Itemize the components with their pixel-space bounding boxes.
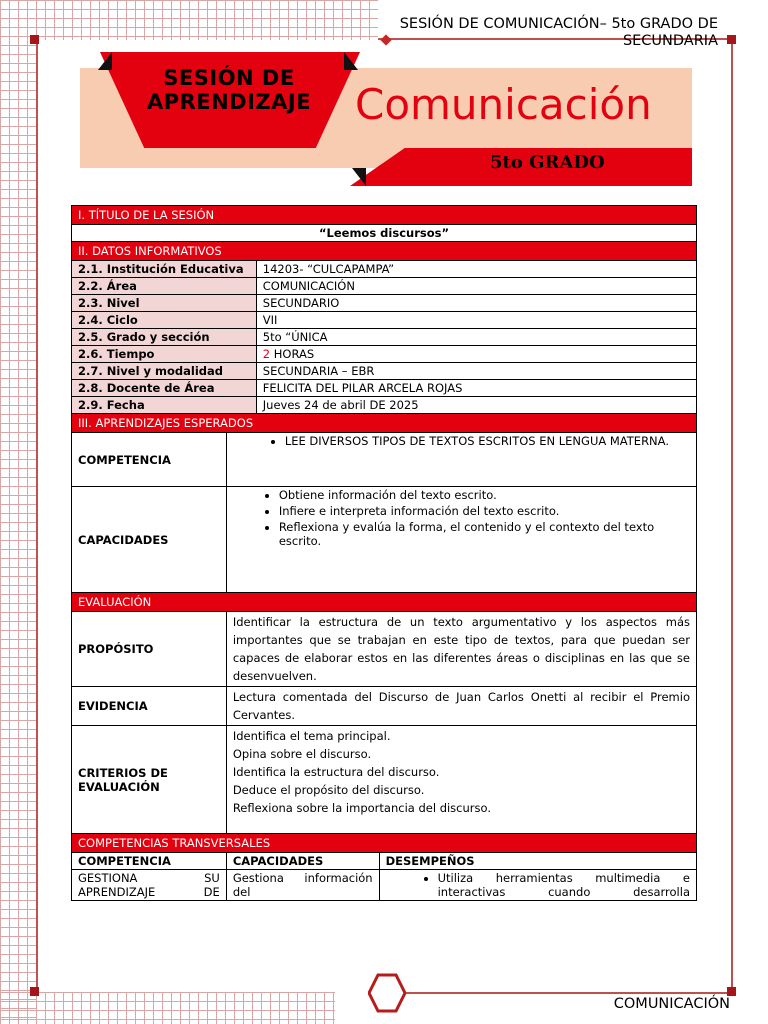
- page-footer: COMUNICACIÓN: [613, 996, 730, 1012]
- col-capacidades: CAPACIDADES: [226, 853, 379, 870]
- proposito-label: PROPÓSITO: [72, 612, 227, 687]
- session-table: [71, 205, 697, 901]
- grade-bar-fold: [352, 168, 366, 186]
- grid-pattern-left: [0, 0, 36, 1024]
- evidencia-text: Lectura comentada del Discurso de Juan Carlos Onetti al recibir el Premio Cervantes.: [226, 687, 696, 726]
- grade-label: 5to GRADO: [490, 152, 605, 173]
- transversales-header-row: [72, 853, 697, 870]
- datos-row: [72, 295, 697, 312]
- datos-row: [72, 380, 697, 397]
- frame-corner-marker: [30, 35, 39, 44]
- capacidades-row: [72, 487, 697, 593]
- datos-row: [72, 312, 697, 329]
- datos-label: 2.8. Docente de Área: [72, 380, 257, 397]
- col-desempenos: DESEMPEÑOS: [379, 853, 696, 870]
- section-aprendizajes-header: III. APRENDIZAJES ESPERADOS: [72, 414, 697, 433]
- section-header-row: [72, 834, 697, 853]
- banner-title-line1: SESIÓN DE: [163, 66, 295, 90]
- capacidad-item: • Reflexiona y evalúa la forma, el contenido y el contexto del texto escrito.: [279, 520, 690, 548]
- datos-value: FELICITA DEL PILAR ARCELA ROJAS: [256, 380, 696, 397]
- datos-value: 5to “ÚNICA: [256, 329, 696, 346]
- datos-value: VII: [256, 312, 696, 329]
- hexagon-ornament: [368, 973, 406, 1013]
- criterio-item: Identifica el tema principal.: [232, 729, 391, 743]
- banner-subject: Comunicación: [355, 80, 652, 129]
- banner-title-line2: APRENDIZAJE: [146, 90, 312, 114]
- criterios-label-line1: CRITERIOS DE: [78, 765, 168, 780]
- banner-title: [118, 66, 340, 114]
- transversal-capacidad: Gestiona información del: [226, 870, 379, 901]
- frame-corner-marker: [30, 987, 39, 996]
- criterios-label-line2: EVALUACIÓN: [78, 779, 160, 794]
- section-evaluacion-header: EVALUACIÓN: [72, 593, 697, 612]
- time-number: 2: [262, 347, 271, 361]
- datos-label: 2.1. Institución Educativa: [72, 261, 257, 278]
- section-header-row: [72, 593, 697, 612]
- datos-label: 2.5. Grado y sección: [72, 329, 257, 346]
- section-datos-header: II. DATOS INFORMATIVOS: [72, 242, 697, 261]
- criterio-item: Deduce el propósito del discurso.: [232, 783, 425, 797]
- datos-value: Jueves 24 de abril DE 2025: [256, 397, 696, 414]
- datos-row: [72, 363, 697, 380]
- col-competencia: COMPETENCIA: [72, 853, 227, 870]
- section-header-row: [72, 242, 697, 261]
- proposito-row: [72, 612, 697, 687]
- datos-value: SECUNDARIA – EBR: [256, 363, 696, 380]
- datos-row: [72, 346, 697, 363]
- proposito-text: Identificar la estructura de un texto argumentativo y los aspectos más importantes que se trabajan en este tipo de textos, para que puedan ser capaces de elaborar estos en las diferentes áreas o disciplinas en las que se desenvuelven.: [226, 612, 696, 687]
- criterios-row: [72, 726, 697, 834]
- frame-corner-marker: [727, 35, 736, 44]
- datos-value: 14203- “CULCAPAMPA”: [256, 261, 696, 278]
- datos-label: 2.9. Fecha: [72, 397, 257, 414]
- banner-fold-left: [98, 52, 112, 70]
- transversal-desempeno: • Utiliza herramientas multimedia e interactivas cuando desarrolla: [438, 871, 690, 899]
- frame-corner-marker: [727, 987, 736, 996]
- competencia-label: COMPETENCIA: [72, 433, 227, 487]
- datos-value: COMUNICACIÓN: [256, 278, 696, 295]
- competencia-item: • LEE DIVERSOS TIPOS DE TEXTOS ESCRITOS EN LENGUA MATERNA.: [285, 434, 690, 448]
- banner-fold-right: [344, 52, 358, 70]
- time-unit: HORAS: [273, 347, 315, 361]
- title-row: [72, 225, 697, 242]
- datos-value: SECUNDARIO: [256, 295, 696, 312]
- frame-line-left: [36, 40, 38, 992]
- datos-row: [72, 329, 697, 346]
- section-transversales-header: COMPETENCIAS TRANSVERSALES: [72, 834, 697, 853]
- transversal-competencia: GESTIONA SU APRENDIZAJE DE: [72, 870, 227, 901]
- competencia-row: [72, 433, 697, 487]
- criterio-item: Reflexiona sobre la importancia del discurso.: [232, 801, 491, 815]
- datos-value: [256, 346, 696, 363]
- capacidad-item: • Infiere e interpreta información del texto escrito.: [279, 504, 690, 518]
- frame-line-right: [731, 40, 733, 992]
- criterios-cell: [226, 726, 696, 834]
- datos-row: [72, 397, 697, 414]
- transversales-row: [72, 870, 697, 901]
- capacidad-item: • Obtiene información del texto escrito.: [279, 488, 690, 502]
- grid-pattern-top: [0, 0, 378, 40]
- frame-line-bottom: [405, 992, 733, 994]
- capacidades-cell: [226, 487, 696, 593]
- section-header-row: [72, 206, 697, 225]
- criterio-item: Opina sobre el discurso.: [232, 747, 372, 761]
- criterio-item: Identifica la estructura del discurso.: [232, 765, 440, 779]
- competencia-cell: [226, 433, 696, 487]
- datos-label: 2.4. Ciclo: [72, 312, 257, 329]
- datos-label: 2.3. Nivel: [72, 295, 257, 312]
- datos-label: 2.2. Área: [72, 278, 257, 295]
- capacidades-label: CAPACIDADES: [72, 487, 227, 593]
- page-header: SESIÓN DE COMUNICACIÓN– 5to GRADO DE SECUNDARIA: [399, 16, 718, 49]
- datos-label: 2.6. Tiempo: [72, 346, 257, 363]
- datos-row: [72, 278, 697, 295]
- evidencia-row: [72, 687, 697, 726]
- grid-pattern-bottom: [0, 992, 335, 1024]
- datos-label: 2.7. Nivel y modalidad: [72, 363, 257, 380]
- transversal-desempeno-cell: [379, 870, 696, 901]
- evidencia-label: EVIDENCIA: [72, 687, 227, 726]
- section-header-row: [72, 414, 697, 433]
- session-title: “Leemos discursos”: [72, 225, 697, 242]
- section-title-header: I. TÍTULO DE LA SESIÓN: [72, 206, 697, 225]
- criterios-label: [72, 726, 227, 834]
- datos-row: [72, 261, 697, 278]
